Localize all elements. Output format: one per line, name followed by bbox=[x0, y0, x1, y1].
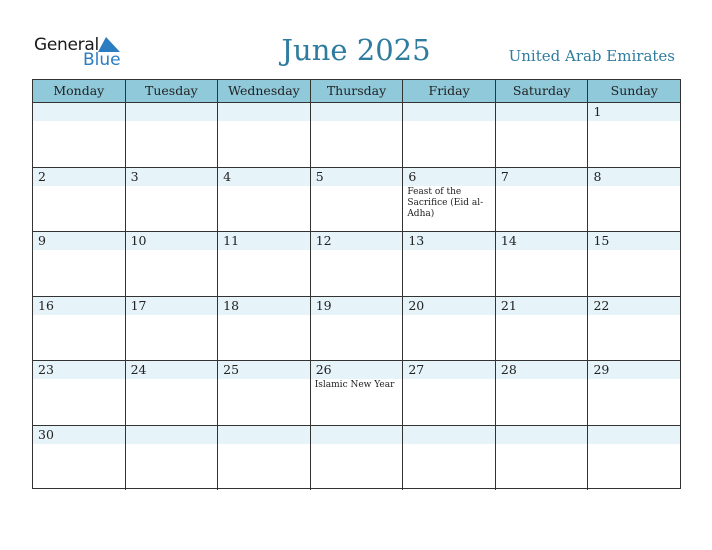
day-number-band bbox=[311, 168, 403, 186]
day-cell[interactable] bbox=[588, 232, 680, 296]
day-cell[interactable] bbox=[33, 168, 126, 232]
day-cell[interactable] bbox=[126, 361, 219, 425]
day-number: 16 bbox=[38, 297, 54, 313]
day-number: 10 bbox=[130, 233, 147, 248]
day-cell[interactable] bbox=[218, 103, 311, 167]
day-cell[interactable] bbox=[218, 426, 311, 491]
day-number: 25 bbox=[223, 362, 240, 377]
day-number: 27 bbox=[408, 362, 425, 377]
day-cell[interactable] bbox=[33, 297, 126, 361]
weekday-header: Wednesday bbox=[218, 80, 311, 102]
day-number-band bbox=[403, 168, 495, 186]
day-cell[interactable] bbox=[126, 426, 219, 491]
day-number: 24 bbox=[130, 362, 147, 377]
day-number: 2 bbox=[38, 168, 46, 184]
page-title: June 2025 bbox=[281, 33, 431, 67]
day-number: 3 bbox=[130, 168, 139, 184]
day-number-band bbox=[126, 168, 218, 186]
day-number: 21 bbox=[500, 297, 517, 313]
country-label: United Arab Emirates bbox=[508, 47, 675, 65]
day-cell[interactable] bbox=[33, 426, 126, 491]
day-cell[interactable] bbox=[496, 232, 589, 296]
day-cell[interactable] bbox=[403, 103, 496, 167]
day-number: 22 bbox=[593, 297, 610, 313]
day-cell[interactable] bbox=[403, 168, 496, 232]
day-cell[interactable] bbox=[588, 103, 680, 167]
day-cell[interactable] bbox=[311, 232, 404, 296]
day-number-band bbox=[33, 103, 125, 121]
calendar-grid bbox=[32, 79, 681, 489]
day-cell[interactable] bbox=[218, 168, 311, 232]
day-cell[interactable] bbox=[218, 361, 311, 425]
day-cell[interactable] bbox=[588, 168, 680, 232]
weekday-header-row bbox=[33, 80, 680, 103]
logo-word-general: General bbox=[34, 35, 99, 55]
day-number-band bbox=[126, 103, 218, 121]
holiday-label: Islamic New Year bbox=[314, 380, 395, 390]
day-cell[interactable] bbox=[126, 232, 219, 296]
day-number-band bbox=[33, 168, 125, 186]
day-number: 23 bbox=[38, 362, 54, 377]
week-row bbox=[33, 232, 680, 297]
day-cell[interactable] bbox=[496, 361, 589, 425]
day-number: 20 bbox=[408, 297, 425, 313]
day-cell[interactable] bbox=[496, 168, 589, 232]
day-number: 4 bbox=[223, 168, 232, 184]
day-number-band bbox=[218, 168, 310, 186]
day-number: 29 bbox=[593, 362, 610, 377]
day-number: 1 bbox=[593, 104, 602, 119]
day-number: 9 bbox=[38, 233, 46, 248]
day-number: 26 bbox=[315, 362, 332, 377]
day-number-band bbox=[218, 103, 310, 121]
day-number: 19 bbox=[315, 297, 332, 313]
day-cell[interactable] bbox=[126, 168, 219, 232]
day-number: 13 bbox=[408, 233, 425, 248]
day-cell[interactable] bbox=[496, 103, 589, 167]
day-number: 28 bbox=[500, 362, 517, 377]
day-number: 30 bbox=[38, 426, 54, 442]
day-number: 7 bbox=[500, 168, 509, 184]
day-cell[interactable] bbox=[33, 232, 126, 296]
weekday-header: Saturday bbox=[496, 80, 589, 102]
week-row bbox=[33, 168, 680, 233]
day-cell[interactable] bbox=[311, 426, 404, 491]
day-number-band bbox=[496, 426, 588, 444]
day-cell[interactable] bbox=[33, 103, 126, 167]
day-number: 14 bbox=[500, 233, 517, 248]
day-number-band bbox=[33, 232, 125, 250]
day-number: 17 bbox=[130, 297, 147, 313]
day-number-band bbox=[588, 426, 680, 444]
day-cell[interactable] bbox=[496, 297, 589, 361]
day-cell[interactable] bbox=[126, 297, 219, 361]
day-number-band bbox=[311, 103, 403, 121]
day-cell[interactable] bbox=[33, 361, 126, 425]
day-number-band bbox=[126, 426, 218, 444]
day-cell[interactable] bbox=[311, 361, 404, 425]
day-cell[interactable] bbox=[218, 297, 311, 361]
day-cell[interactable] bbox=[588, 361, 680, 425]
day-number-band bbox=[496, 103, 588, 121]
weekday-header: Thursday bbox=[311, 80, 404, 102]
day-number: 18 bbox=[223, 297, 240, 313]
day-cell[interactable] bbox=[403, 426, 496, 491]
day-cell[interactable] bbox=[311, 168, 404, 232]
day-number: 11 bbox=[223, 233, 240, 248]
day-number-band bbox=[588, 103, 680, 121]
day-number: 12 bbox=[315, 233, 332, 248]
weekday-header: Sunday bbox=[610, 83, 658, 98]
day-cell[interactable] bbox=[588, 426, 680, 491]
day-cell[interactable] bbox=[311, 103, 404, 167]
logo-word-blue: Blue bbox=[83, 50, 121, 70]
day-cell[interactable] bbox=[588, 297, 680, 361]
week-row bbox=[33, 361, 680, 426]
day-number: 5 bbox=[315, 168, 324, 184]
day-number: 8 bbox=[593, 168, 602, 184]
day-cell[interactable] bbox=[126, 103, 219, 167]
week-row bbox=[33, 103, 680, 168]
day-number: 6 bbox=[408, 168, 417, 184]
day-number-band bbox=[403, 103, 495, 121]
weekday-header: Monday bbox=[33, 80, 126, 102]
day-number-band bbox=[588, 168, 680, 186]
day-number-band bbox=[496, 168, 588, 186]
day-cell[interactable] bbox=[403, 361, 496, 425]
weekday-header: Tuesday bbox=[126, 80, 219, 102]
day-number-band bbox=[311, 426, 403, 444]
day-number: 15 bbox=[593, 233, 610, 248]
day-number-band bbox=[218, 426, 310, 444]
week-row bbox=[33, 426, 680, 491]
day-number-band bbox=[403, 426, 495, 444]
weeks-container bbox=[33, 103, 680, 490]
day-cell[interactable] bbox=[218, 232, 311, 296]
day-cell[interactable] bbox=[311, 297, 404, 361]
week-row bbox=[33, 297, 680, 362]
day-cell[interactable] bbox=[496, 426, 589, 491]
day-cell[interactable] bbox=[403, 297, 496, 361]
weekday-header: Friday bbox=[403, 80, 496, 102]
holiday-label: Feast of the Sacrifice (Eid al-Adha) bbox=[407, 186, 484, 219]
day-cell[interactable] bbox=[403, 232, 496, 296]
